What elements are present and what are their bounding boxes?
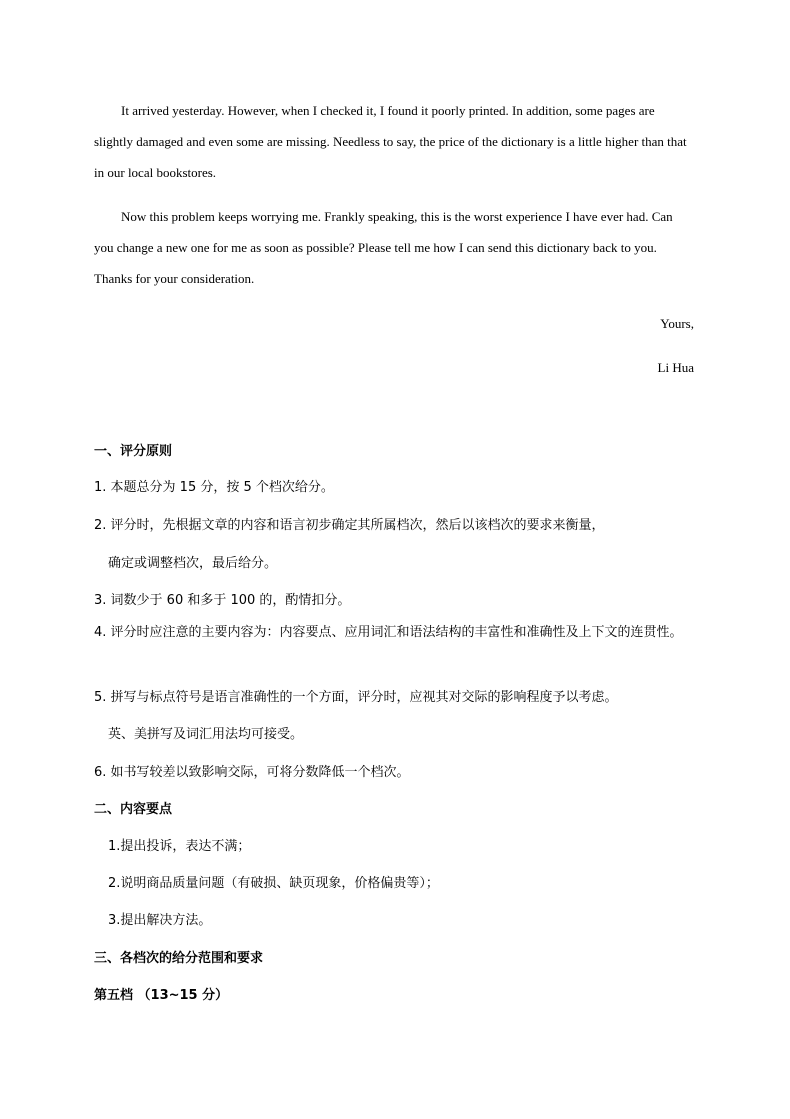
scoring-rule-5-continued: 英、美拼写及词汇用法均可接受。 (108, 727, 304, 742)
letter-paragraph-2: Now this problem keeps worrying me. Frankly speaking, this is the worst experience I have ever had. Can you change a new one for me as soon as possible? Please tell me how I can send this dictionary back to you. Thanks for your consideration. (94, 209, 673, 286)
content-point-3: 3.提出解决方法。 (108, 913, 212, 928)
scoring-rule-2: 2. 评分时，先根据文章的内容和语言初步确定其所属档次，然后以该档次的要求来衡量， (94, 518, 605, 533)
section-heading-content-points: 二、内容要点 (94, 802, 173, 817)
section-heading-scoring-principles: 一、评分原则 (94, 444, 173, 459)
letter-signature: Li Hua (657, 360, 694, 375)
letter-paragraph-1: It arrived yesterday. However, when I checked it, I found it poorly printed. In addition, some pages are slightly damaged and even some are missing. Needless to say, the price of the dictionary is a little higher than that in our local bookstores. (94, 103, 687, 180)
content-point-1: 1.提出投诉，表达不满； (108, 839, 251, 854)
scoring-rule-3: 3. 词数少于 60 和多于 100 的，酌情扣分。 (94, 593, 351, 608)
letter-closing: Yours, (660, 316, 694, 331)
scoring-rule-1: 1. 本题总分为 15 分，按 5 个档次给分。 (94, 480, 334, 495)
score-band-five: 第五档 （13~15 分） (94, 988, 229, 1003)
scoring-rule-2-continued: 确定或调整档次，最后给分。 (108, 556, 278, 571)
scoring-rule-5: 5. 拼写与标点符号是语言准确性的一个方面，评分时，应视其对交际的影响程度予以考虑。 (94, 690, 618, 705)
section-heading-score-bands: 三、各档次的给分范围和要求 (94, 951, 264, 966)
scoring-rule-6: 6. 如书写较差以致影响交际，可将分数降低一个档次。 (94, 765, 410, 780)
content-point-2: 2.说明商品质量问题（有破损、缺页现象，价格偏贵等）； (108, 876, 439, 891)
scoring-rule-4: 4. 评分时应注意的主要内容为：内容要点、应用词汇和语法结构的丰富性和准确性及上下文的连贯性。 (94, 625, 683, 640)
